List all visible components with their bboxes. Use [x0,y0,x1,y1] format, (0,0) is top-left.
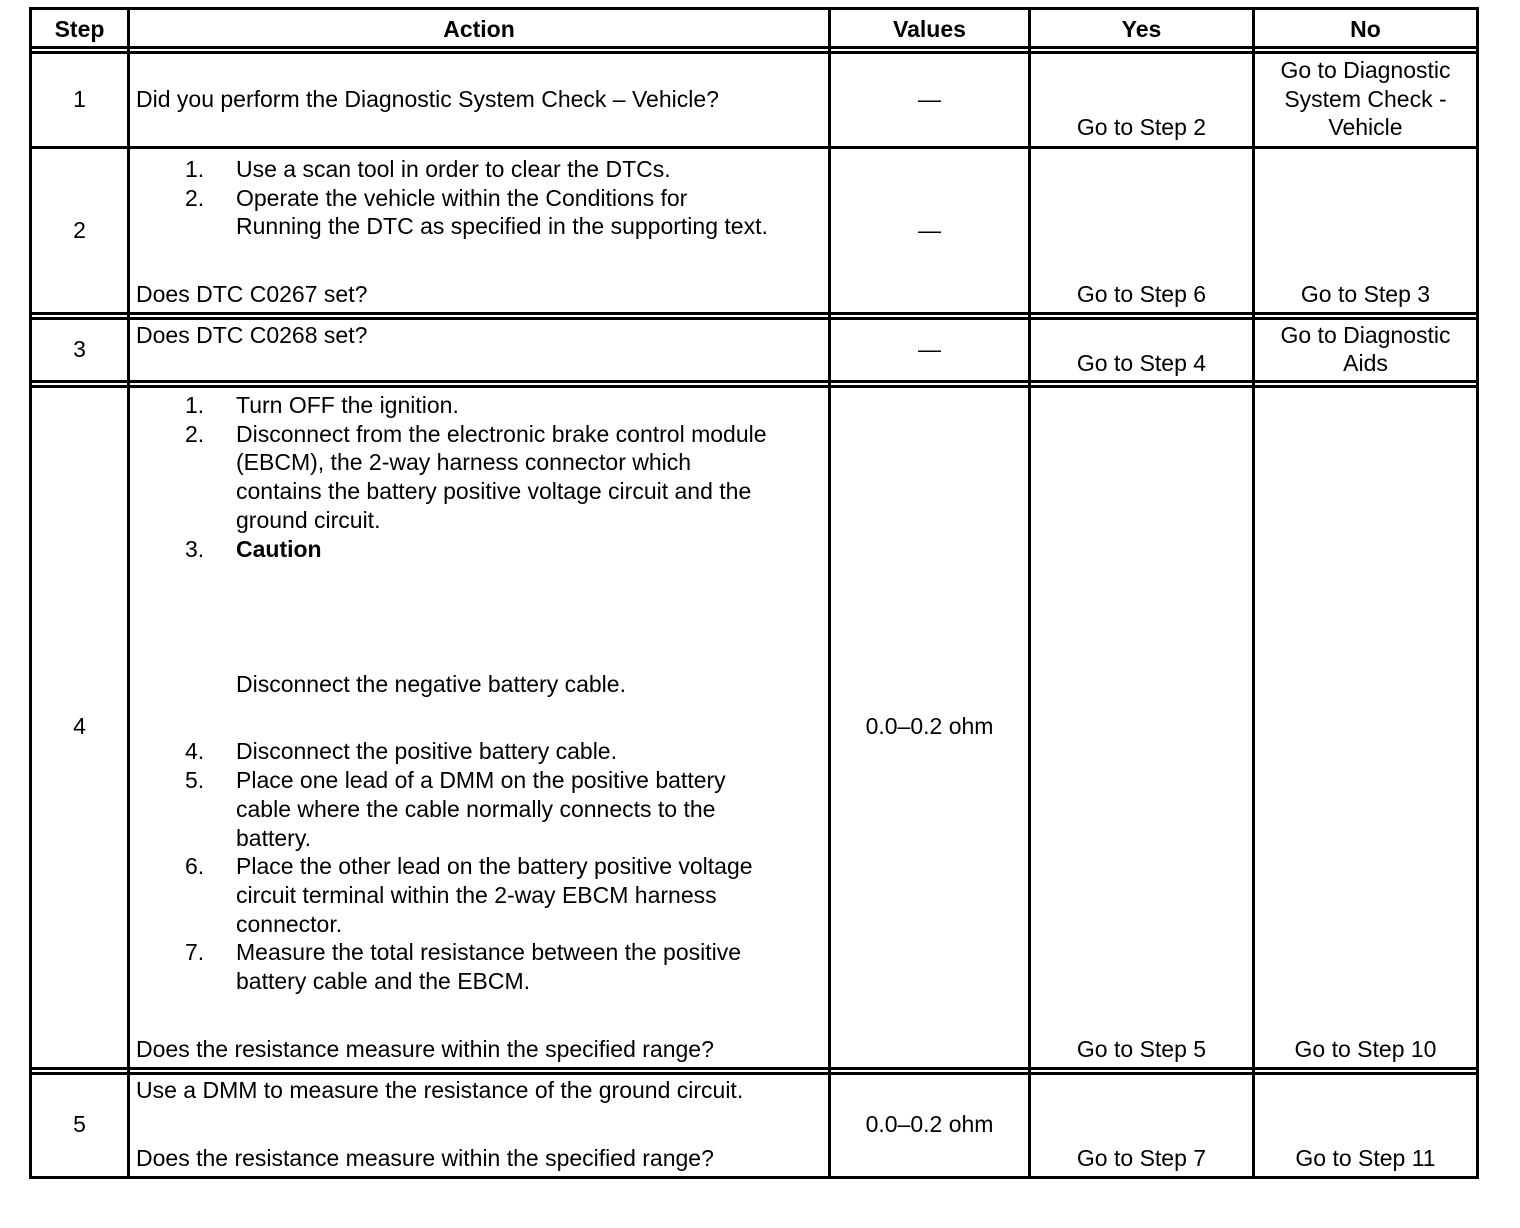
no-cell: Go to Step 3 [1300,281,1431,307]
action-question: Did you perform the Diagnostic System Check – Vehicle? [136,86,719,112]
row-divider [29,146,1479,149]
list-number: 2. [185,185,205,211]
list-item-line: Running the DTC as specified in the supporting text. [236,213,768,239]
column-header-no: No [1350,16,1381,42]
step-number: 4 [73,713,86,739]
list-item-line: Operate the vehicle within the Conditions for [236,185,688,211]
list-item-line: ground circuit. [236,507,381,533]
list-item-line: (EBCM), the 2-way harness connector which [236,449,692,475]
step-number: 3 [73,336,86,362]
yes-cell: Go to Step 5 [1076,1036,1207,1062]
row-divider [29,51,1479,54]
action-instruction: Use a DMM to measure the resistance of the ground circuit. [136,1077,744,1103]
action-question: Does the resistance measure within the specified range? [136,1145,714,1171]
list-item-line: battery. [236,825,311,851]
step-number: 5 [73,1111,86,1137]
value-cell: — [918,336,941,362]
value-cell: 0.0–0.2 ohm [865,1111,994,1137]
yes-cell: Go to Step 7 [1076,1145,1207,1171]
caution-label: Caution [236,536,322,562]
list-item-line: contains the battery positive voltage circuit and the [236,478,752,504]
list-item-line: Turn OFF the ignition. [236,392,459,418]
list-number: 1. [185,156,205,182]
yes-cell: Go to Step 2 [1076,114,1207,140]
list-number: 4. [185,738,205,764]
action-question: Does DTC C0267 set? [136,281,368,307]
list-number: 5. [185,767,205,793]
column-header-yes: Yes [1121,16,1162,42]
value-cell: — [918,217,941,243]
list-item-line: Place one lead of a DMM on the positive battery [236,767,726,793]
column-header-values: Values [893,16,966,42]
list-number: 6. [185,853,205,879]
row-divider [29,1072,1479,1075]
row-divider [29,46,1479,49]
value-cell: 0.0–0.2 ohm [865,713,994,739]
action-question: Does the resistance measure within the specified range? [136,1036,714,1062]
column-divider [1028,7,1031,1179]
list-number: 2. [185,421,205,447]
no-cell-line: Aids [1343,350,1388,376]
row-divider [29,312,1479,315]
column-header-action: Action [443,16,515,42]
step-number: 1 [73,86,86,112]
no-cell-line: Vehicle [1328,114,1403,140]
column-header-step: Step [54,16,105,42]
row-divider [29,385,1479,388]
no-cell-line: System Check - [1284,86,1447,112]
step-number: 2 [73,217,86,243]
list-item-line: Disconnect from the electronic brake control module [236,421,767,447]
no-cell-line: Go to Diagnostic [1280,57,1451,83]
list-item-line: connector. [236,911,343,937]
list-number: 1. [185,392,205,418]
row-divider [29,1067,1479,1070]
no-cell: Go to Step 11 [1295,1145,1436,1171]
list-item-line: Use a scan tool in order to clear the DTCs. [236,156,671,182]
no-cell-line: Go to Diagnostic [1280,322,1451,348]
no-cell: Go to Step 10 [1294,1036,1437,1062]
column-divider [1252,7,1255,1179]
list-item-line: Disconnect the positive battery cable. [236,738,617,764]
list-number: 7. [185,939,205,965]
row-divider [29,380,1479,383]
yes-cell: Go to Step 4 [1076,350,1207,376]
list-item-line: circuit terminal within the 2-way EBCM harness [236,882,717,908]
list-item-line: Disconnect the negative battery cable. [236,671,626,697]
list-item-line: Place the other lead on the battery positive voltage [236,853,753,879]
list-item-line: cable where the cable normally connects to the [236,796,716,822]
yes-cell: Go to Step 6 [1076,281,1207,307]
list-item-line: battery cable and the EBCM. [236,968,531,994]
value-cell: — [918,86,941,112]
row-divider [29,317,1479,320]
list-item-line: Measure the total resistance between the positive [236,939,742,965]
list-number: 3. [185,536,205,562]
action-question: Does DTC C0268 set? [136,322,368,348]
column-divider [828,7,831,1179]
column-divider [127,7,130,1179]
